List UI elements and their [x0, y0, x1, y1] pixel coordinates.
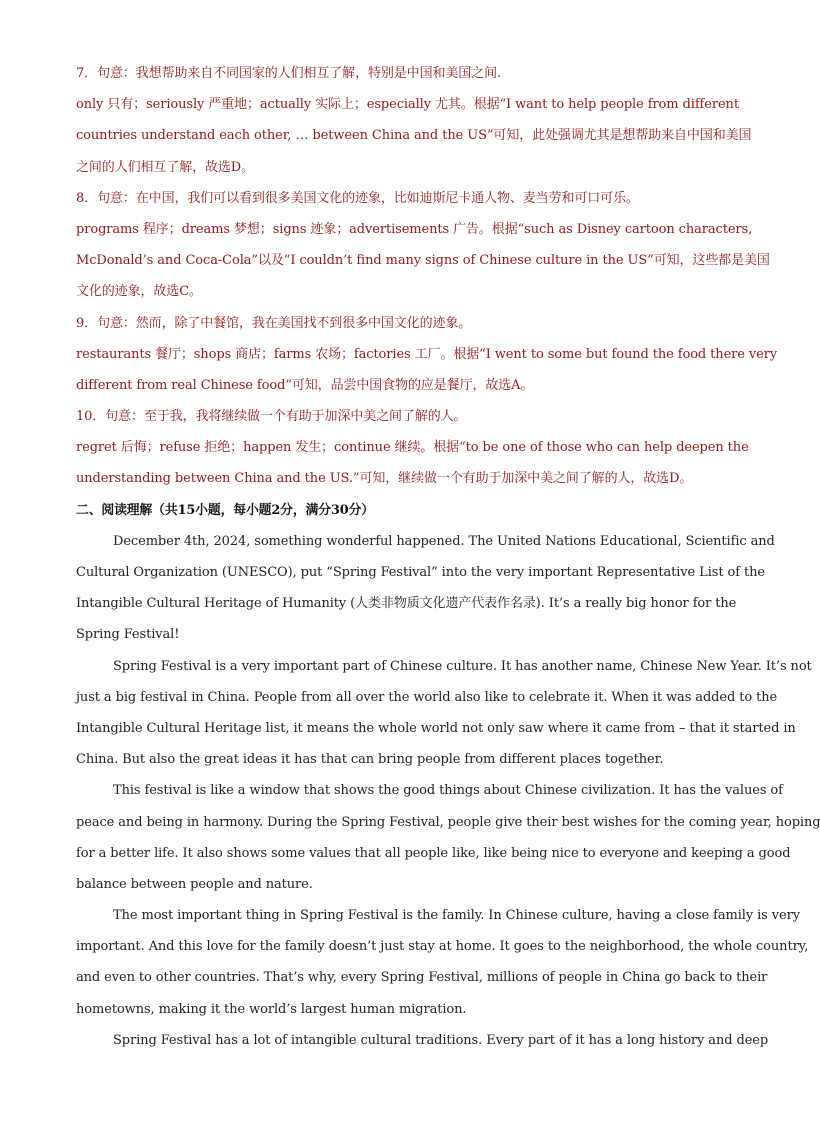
answer-10-translation: 10．句意：至于我，我将继续做一个有助于加深中美之间了解的人。 — [76, 409, 467, 425]
passage-line: December 4th, 2024, something wonderful happened. The United Nations Educational, Scientific and — [113, 533, 775, 549]
passage-line: This festival is like a window that shows the good things about Chinese civilization. It has the values of — [113, 783, 783, 799]
passage-line: peace and being in harmony. During the Spring Festival, people give their best wishes for the coming year, hoping — [76, 814, 820, 830]
passage-paragraph-1 — [76, 526, 775, 651]
answer-9-translation: 9．句意：然而，除了中餐馆，我在美国找不到很多中国文化的迹象。 — [76, 315, 472, 331]
passage-line: Cultural Organization (UNESCO), put “Spring Festival” into the very important Representative List of the — [76, 565, 765, 580]
passage-line: Spring Festival! — [76, 627, 180, 643]
passage-paragraph-5 — [76, 1025, 769, 1056]
passage-line: Spring Festival has a lot of intangible cultural traditions. Every part of it has a long history and deep — [113, 1032, 769, 1048]
answer-9-line: different from real Chinese food”可知，品尝中国食物的应是餐厅，故选A。 — [76, 377, 534, 393]
answer-explanation-10 — [76, 401, 749, 495]
passage-line: hometowns, making it the world’s largest human migration. — [76, 1001, 467, 1017]
passage-line: balance between people and nature. — [76, 876, 313, 892]
answer-explanation-7 — [76, 58, 752, 183]
answer-8-line: programs 程序；dreams 梦想；signs 迹象；advertisements 广告。根据“such as Disney cartoon characters, — [76, 221, 753, 237]
passage-line: important. And this love for the family doesn’t just stay at home. It goes to the neighborhood, the whole country, — [76, 939, 809, 955]
passage-line: The most important thing in Spring Festival is the family. In Chinese culture, having a close family is very — [113, 908, 800, 924]
passage-paragraph-2 — [76, 651, 812, 776]
answer-explanation-8 — [76, 183, 770, 308]
passage-line: China. But also the great ideas it has that can bring people from different places together. — [76, 752, 664, 768]
passage-line: just a big festival in China. People from all over the world also like to celebrate it. When it was added to the — [76, 689, 778, 705]
answer-explanation-9 — [76, 308, 778, 402]
passage-line: and even to other countries. That’s why, every Spring Festival, millions of people in China go back to their — [76, 970, 768, 986]
document-page — [76, 58, 820, 1056]
answer-10-line: regret 后悔；refuse 拒绝；happen 发生；continue 继续。根据“to be one of those who can help deepen the — [76, 440, 749, 456]
passage-paragraph-3 — [76, 775, 820, 900]
answer-7-translation: 7．句意：我想帮助来自不同国家的人们相互了解，特别是中国和美国之间. — [76, 66, 502, 81]
answer-8-line: 文化的迹象，故选C。 — [76, 284, 202, 300]
answer-10-line: understanding between China and the US.”可知，继续做一个有助于加深中美之间了解的人，故选D。 — [76, 471, 693, 487]
passage-paragraph-4 — [76, 900, 809, 1025]
answer-9-line: restaurants 餐厅；shops 商店；farms 农场；factories 工厂。根据“I went to some but found the food there very — [76, 346, 778, 362]
passage-line: Intangible Cultural Heritage list, it means the whole world not only saw where it came from – that it started in — [76, 720, 796, 736]
answer-8-translation: 8．句意：在中国，我们可以看到很多美国文化的迹象，比如迪斯尼卡通人物、麦当劳和可口可乐。 — [76, 190, 639, 206]
answer-7-line: only 只有；seriously 严重地；actually 实际上；especially 尤其。根据“I want to help people from different — [76, 97, 739, 113]
section-heading: 二、阅读理解（共15小题，每小题2分，满分30分） — [76, 502, 374, 518]
passage-line: Intangible Cultural Heritage of Humanity (人类非物质文化遗产代表作名录). It’s a really big honor for the — [76, 596, 737, 612]
reading-passage — [76, 526, 820, 1056]
answer-7-line: countries understand each other, … between China and the US”可知，此处强调尤其是想帮助来自中国和美国 — [76, 128, 752, 144]
answer-8-line: McDonald’s and Coca-Cola”以及“I couldn’t find many signs of Chinese culture in the US”可知，这些都是美国 — [76, 253, 770, 269]
passage-line: for a better life. It also shows some values that all people like, like being nice to everyone and keeping a good — [76, 845, 791, 861]
passage-line: Spring Festival is a very important part of Chinese culture. It has another name, Chinese New Year. It’s not — [113, 658, 812, 674]
answer-7-line: 之间的人们相互了解，故选D。 — [76, 159, 255, 175]
